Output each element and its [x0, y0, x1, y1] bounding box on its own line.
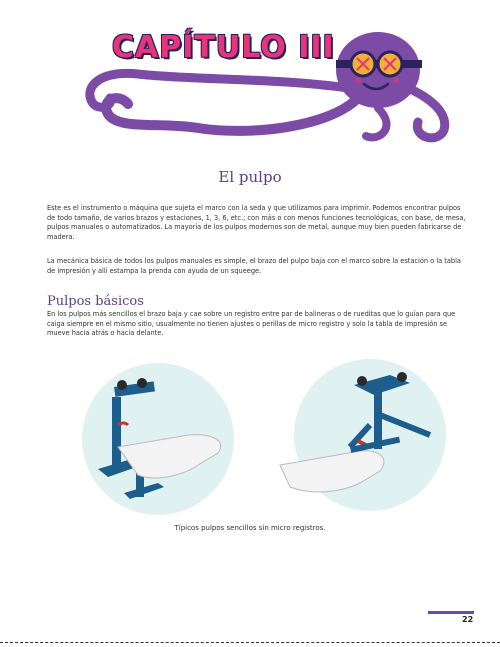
footer-dashed-line: [0, 642, 500, 643]
section-heading: El pulpo: [218, 168, 282, 186]
single-station-press-illustration: [78, 357, 248, 517]
image-caption: Típicos pulpos sencillos sin micro registros.: [174, 524, 326, 532]
mechanics-paragraph: La mecánica básica de todos los pulpos manuales es simple, el brazo del pulpo baja con el marco sobre la estación o la tabla de impresión y allí estampa la prenda con ayuda de un squeege.: [47, 257, 461, 275]
intro-paragraph: Este es el instrumento o máquina que sujeta el marco con la seda y que utilizamos para imprimir. Podemos encontrar pulpos de todo tamaño, de varios brazos y estaciones, 1, 3, 6, etc.; con más o con menos funciones tecnológicas, con base, de mesa, pulpos manuales o automatizados. La mayoría de los pulpos modernos son de metal, aunque muy bien pueden fabricarse de madera.: [47, 204, 466, 241]
multi-arm-press-illustration: [270, 355, 450, 515]
page-number: 22: [462, 615, 474, 624]
subsection-heading: Pulpos básicos: [47, 294, 144, 309]
chapter-title: CAPÍTULO III: [112, 30, 335, 65]
basic-pulpos-paragraph: En los pulpos más sencillos el brazo baja y cae sobre un registro entre par de balineras o de rueditas que lo guían para que caiga siempre en el mismo sitio, usualmente no tienen ajustes o perillas de micro registro y solo la tabla de impresión se mueve hacia atrás o hacia delante.: [47, 310, 456, 338]
page-number-accent-bar: [428, 611, 474, 614]
